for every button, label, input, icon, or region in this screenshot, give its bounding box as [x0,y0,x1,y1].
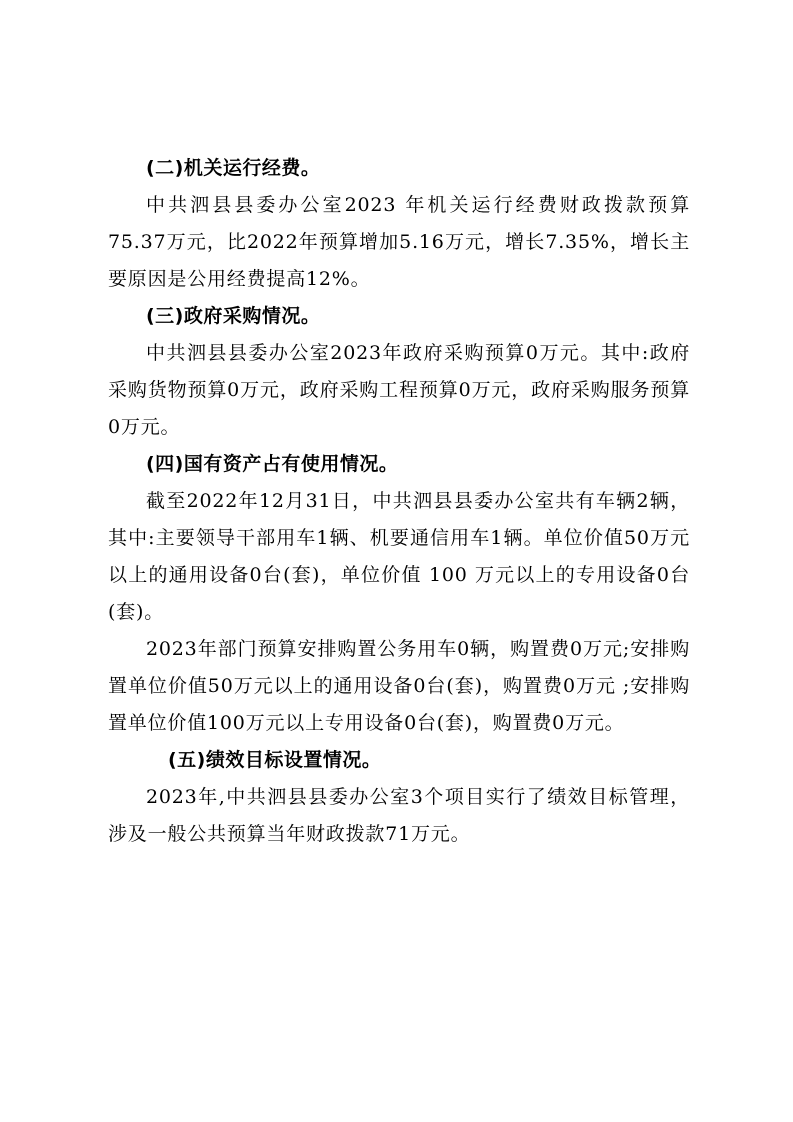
section-operating-expenses [108,150,690,298]
section-performance-targets [108,742,690,853]
section-government-procurement [108,298,690,446]
section-heading: (五)绩效目标设置情况。 [168,749,382,771]
section-state-assets [108,446,690,742]
document-body [108,150,690,853]
section-paragraph: 截至2022年12月31日，中共泗县县委办公室共有车辆2辆，其中:主要领导干部用车1辆、机要通信用车1辆。单位价值50万元以上的通用设备0台(套)，单位价值 100 万元以上的专用设备0台(套)。 [108,490,690,623]
section-paragraph: 中共泗县县委办公室2023年政府采购预算0万元。其中:政府采购货物预算0万元，政府采购工程预算0万元，政府采购服务预算0万元。 [108,342,690,438]
section-paragraph: 2023年部门预算安排购置公务用车0辆，购置费0万元;安排购置单位价值50万元以上的通用设备0台(套)，购置费0万元 ;安排购置单位价值100万元以上专用设备0台(套)，购置费0万元。 [108,638,690,734]
section-heading: (四)国有资产占有使用情况。 [146,453,399,475]
section-paragraph: 2023年,中共泗县县委办公室3个项目实行了绩效目标管理，涉及一般公共预算当年财政拨款71万元。 [108,786,690,845]
section-heading: (三)政府采购情况。 [146,305,321,327]
section-heading: (二)机关运行经费。 [146,157,321,179]
section-paragraph: 中共泗县县委办公室2023 年机关运行经费财政拨款预算75.37万元，比2022年预算增加5.16万元，增长7.35%，增长主要原因是公用经费提高12%。 [108,194,690,290]
